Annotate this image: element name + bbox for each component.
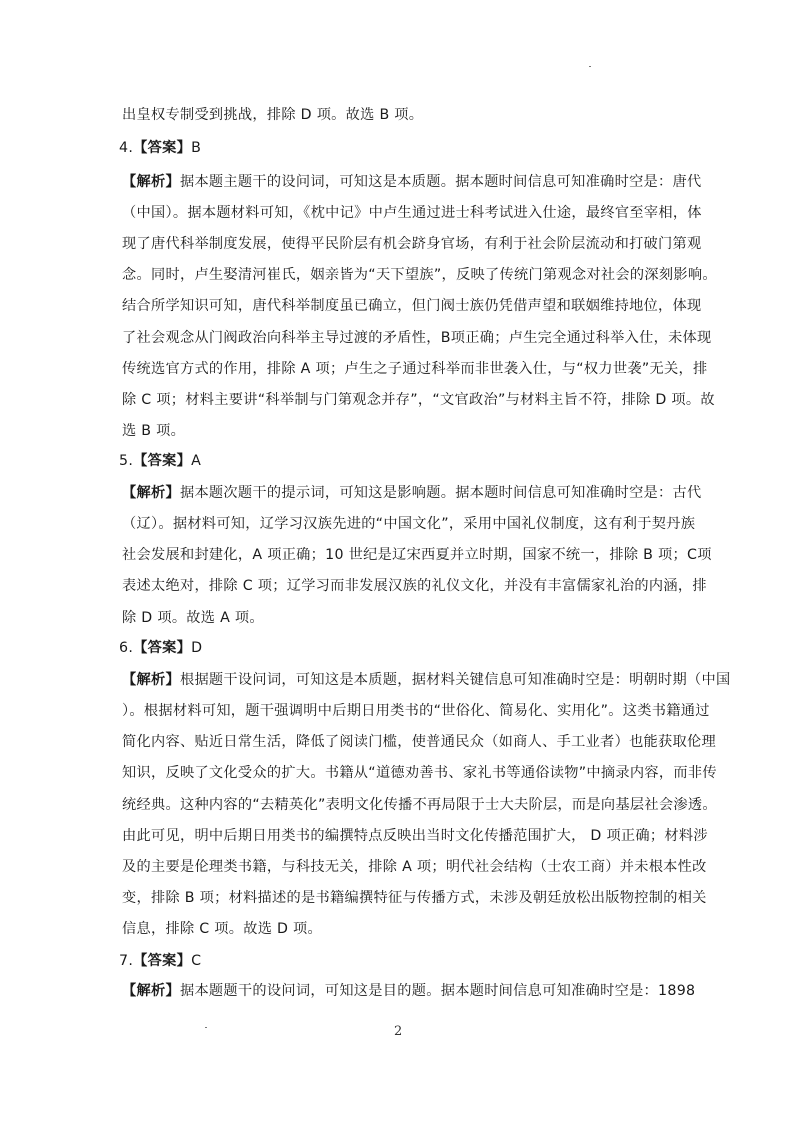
text-line: 念。同时，卢生娶清河崔氏，姻亲皆为“天下望族”，反映了传统门第观念对社会的深刻影响。 xyxy=(122,267,717,283)
answer-value: C xyxy=(191,953,202,969)
text-line: 统经典。这种内容的“去精英化”表明文化传播不再局限于士大夫阶层，而是向基层社会渗透。 xyxy=(122,797,717,813)
answer-tag: 【答案】 xyxy=(133,953,192,969)
analysis-line xyxy=(122,669,730,689)
text-line: 变，排除 B 项；材料描述的是书籍编撰特征与传播方式，未涉及朝廷放松出版物控制的相关 xyxy=(122,890,707,906)
text-line: 知识，反映了文化受众的扩大。书籍从“道德劝善书、家礼书等通俗读物”中摘录内容，而非传 xyxy=(122,765,717,781)
answer-value: A xyxy=(191,453,202,469)
analysis-tag: 【解析】 xyxy=(122,485,180,501)
analysis-tag: 【解析】 xyxy=(122,983,180,999)
analysis-tag: 【解析】 xyxy=(122,174,180,190)
text-line: （中国）。据本题材料可知，《枕中记》中卢生通过进士科考试进入仕途，最终官至宰相，体 xyxy=(122,205,702,221)
text-line: 信息，排除 C 项。故选 D 项。 xyxy=(122,921,323,937)
text-line: 简化内容、贴近日常生活，降低了阅读门槛，使普通民众（如商人、手工业者）也能获取伦理 xyxy=(122,734,716,750)
text-line: 及的主要是伦理类书籍，与科技无关，排除 A 项；明代社会结构（士农工商）并未根本性改 xyxy=(122,859,707,875)
analysis-text: 据本题题干的设问词，可知这是目的题。据本题时间信息可知准确时空是：1898 xyxy=(179,983,696,999)
answer-value: B xyxy=(191,140,202,156)
answer-line xyxy=(119,950,201,970)
answer-line xyxy=(119,137,201,157)
page-number: 2 xyxy=(394,1024,403,1039)
answer-tag: 【答案】 xyxy=(133,453,192,469)
text-line: 传统选官方式的作用，排除 A 项；卢生之子通过科举而非世袭入仕，与“权力世袭”无关，排 xyxy=(122,361,708,377)
analysis-line xyxy=(122,482,702,502)
question-number: 4. xyxy=(119,140,134,156)
question-number: 7. xyxy=(119,953,134,969)
text-line: ）。根据材料可知，题干强调明中后期日用类书的“世俗化、简易化、实用化”。这类书籍通过 xyxy=(122,703,710,719)
text-line: 表述太绝对，排除 C 项；辽学习而非发展汉族的礼仪文化，并没有丰富儒家礼治的内涵，排 xyxy=(122,578,707,594)
text-line: 由此可见，明中后期日用类书的编撰特点反映出当时文化传播范围扩大， D 项正确；材料涉 xyxy=(122,828,708,844)
analysis-tag: 【解析】 xyxy=(122,672,180,688)
analysis-line xyxy=(122,171,702,191)
scan-dot-bottom xyxy=(205,1027,207,1028)
analysis-text: 据本题次题干的提示词，可知这是影响题。据本题时间信息可知准确时空是：古代 xyxy=(179,485,702,501)
text-line: 结合所学知识可知，唐代科举制度虽已确立，但门阀士族仍凭借声望和联姻维持地位，体现 xyxy=(122,298,702,314)
scan-dot-top xyxy=(589,66,591,67)
text-line: 现了唐代科举制度发展，使得平民阶层有机会跻身官场，有利于社会阶层流动和打破门第观 xyxy=(122,236,702,252)
answer-tag: 【答案】 xyxy=(133,140,192,156)
question-number: 5. xyxy=(119,453,134,469)
text-line: 出皇权专制受到挑战，排除 D 项。故选 B 项。 xyxy=(122,107,424,123)
question-number: 6. xyxy=(119,640,134,656)
text-line: 社会发展和封建化，A 项正确；10 世纪是辽宋西夏并立时期，国家不统一，排除 B 项；C项 xyxy=(122,547,712,563)
text-line: 除 C 项；材料主要讲“科举制与门第观念并存”，“文官政治”与材料主旨不符，排除 D 项。故 xyxy=(122,392,715,408)
text-line: （辽）。据材料可知，辽学习汉族先进的“中国文化”，采用中国礼仪制度，这有利于契丹族 xyxy=(122,516,696,532)
answer-line xyxy=(119,637,202,657)
analysis-text: 据本题主题干的设问词，可知这是本质题。据本题时间信息可知准确时空是：唐代 xyxy=(179,174,702,190)
analysis-line xyxy=(122,980,695,1000)
answer-line xyxy=(119,450,201,470)
answer-value: D xyxy=(191,640,203,656)
text-line: 除 D 项。故选 A 项。 xyxy=(122,610,264,626)
text-line: 了社会观念从门阀政治向科举主导过渡的矛盾性，B项正确；卢生完全通过科举入仕，未体现 xyxy=(122,330,712,346)
answer-tag: 【答案】 xyxy=(133,640,192,656)
analysis-text: 根据题干设问词，可知这是本质题，据材料关键信息可知准确时空是：明朝时期（中国 xyxy=(179,672,731,688)
text-line: 选 B 项。 xyxy=(122,423,186,439)
